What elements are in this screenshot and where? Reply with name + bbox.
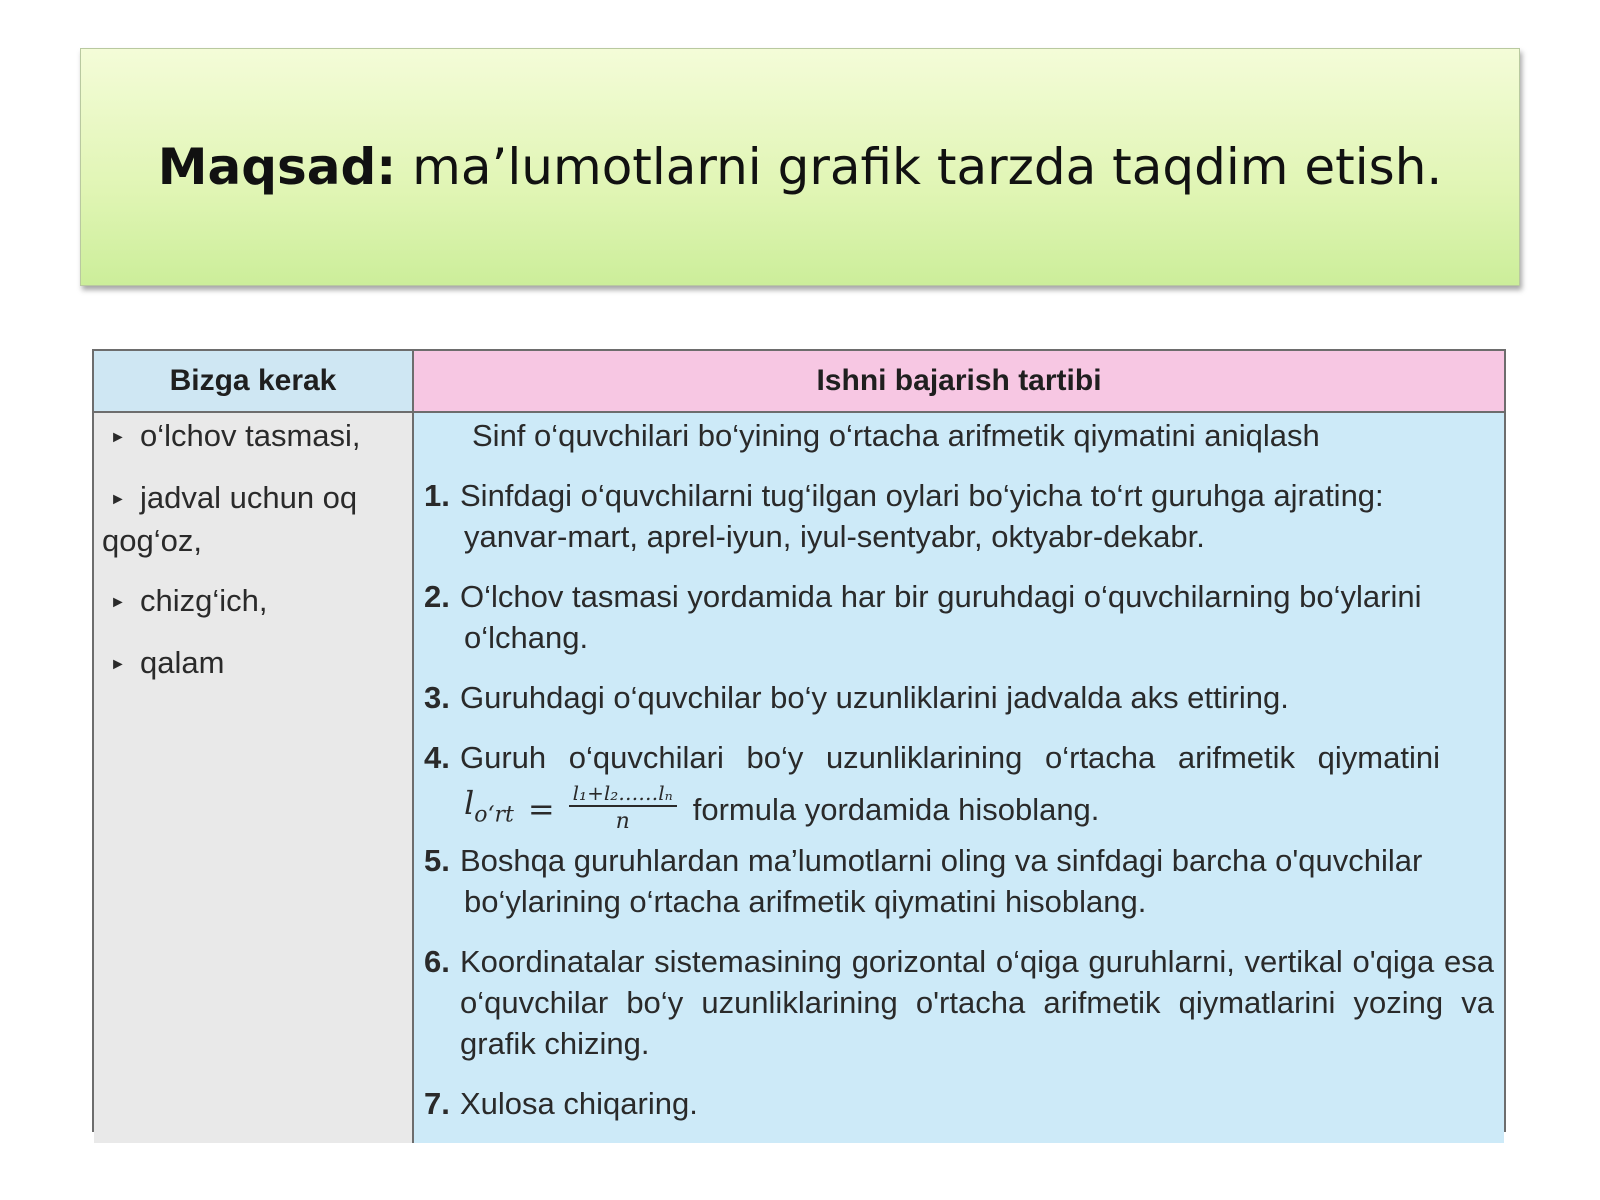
formula-line bbox=[460, 778, 1494, 840]
step-text-cont: formula yordamida hisoblang. bbox=[692, 791, 1100, 827]
step-item bbox=[424, 737, 1494, 838]
step-item bbox=[424, 576, 1494, 658]
triangle-bullet-icon: ► bbox=[110, 491, 126, 508]
need-item: ► qalam bbox=[102, 642, 402, 685]
triangle-bullet-icon: ► bbox=[110, 429, 126, 446]
title-banner bbox=[80, 48, 1520, 286]
need-item: ► o‘lchov tasmasi, bbox=[102, 415, 402, 458]
step-number: 4. bbox=[424, 740, 450, 775]
step-text: Xulosa chiqaring. bbox=[460, 1086, 698, 1121]
step-item bbox=[424, 840, 1494, 922]
step-text: Guruhdagi o‘quvchilar bo‘y uzunliklarini jadvalda aks ettiring. bbox=[460, 680, 1289, 715]
procedure-intro: Sinf o‘quvchilari bo‘yining o‘rtacha arifmetik qiymatini aniqlash bbox=[472, 418, 1320, 453]
step-item bbox=[424, 475, 1494, 557]
title-label: Maqsad: bbox=[157, 138, 397, 196]
step-number: 7. bbox=[424, 1086, 450, 1121]
step-text: Guruh o‘quvchilari bo‘y uzunliklarining o‘rtacha arifmetik qiymatini bbox=[460, 740, 1440, 775]
needs-column bbox=[94, 413, 414, 1143]
header-needs: Bizga kerak bbox=[94, 351, 414, 413]
step-text-cont: o‘lchang. bbox=[464, 620, 589, 655]
step-number: 5. bbox=[424, 843, 450, 878]
step-item bbox=[424, 677, 1494, 718]
formula-lhs: l bbox=[464, 783, 475, 822]
triangle-bullet-icon: ► bbox=[110, 594, 126, 611]
formula-numerator: l₁+l₂……lₙ bbox=[569, 781, 677, 807]
step-number: 6. bbox=[424, 944, 450, 979]
formula-denominator: n bbox=[615, 809, 630, 834]
procedure-column bbox=[414, 413, 1504, 1143]
title-text: ma’lumotlarni grafik tarzda taqdim etish. bbox=[396, 138, 1443, 196]
step-text: Koordinatalar sistemasining gorizontal o‘qiga guruhlarni, vertikal o'qiga esa o‘quvchilar bo‘y uzunliklarining o'rtacha arifmetik qiymatlarini yozing va grafik chizing. bbox=[460, 944, 1494, 1061]
step-item bbox=[424, 941, 1494, 1064]
formula-equals: = bbox=[527, 789, 555, 828]
step-number: 3. bbox=[424, 680, 450, 715]
mean-formula bbox=[464, 781, 677, 837]
page-title bbox=[158, 138, 1443, 196]
step-number: 2. bbox=[424, 579, 450, 614]
instructions-table bbox=[92, 349, 1506, 1132]
formula-lhs-sub: o‘rt bbox=[474, 802, 514, 828]
step-text: O‘lchov tasmasi yordamida har bir guruhdagi o‘quvchilarning bo‘ylarini bbox=[460, 579, 1422, 614]
step-text-cont: bo‘ylarining o‘rtacha arifmetik qiymatini hisoblang. bbox=[464, 884, 1147, 919]
step-text: Sinfdagi o‘quvchilarni tug‘ilgan oylari bo‘yicha to‘rt guruhga ajrating: bbox=[460, 478, 1384, 513]
formula-fraction bbox=[569, 781, 677, 837]
triangle-bullet-icon: ► bbox=[110, 656, 126, 673]
need-item: ► chizg‘ich, bbox=[102, 580, 402, 623]
header-procedure: Ishni bajarish tartibi bbox=[414, 351, 1504, 413]
step-text: Boshqa guruhlardan ma’lumotlarni oling va sinfdagi barcha o'quvchilar bbox=[460, 843, 1423, 878]
step-text-cont: yanvar-mart, aprel-iyun, iyul-sentyabr, oktyabr-dekabr. bbox=[464, 519, 1205, 554]
need-item: ► jadval uchun oq qog‘oz, bbox=[102, 480, 358, 558]
step-number: 1. bbox=[424, 478, 450, 513]
step-item bbox=[424, 1083, 1494, 1124]
